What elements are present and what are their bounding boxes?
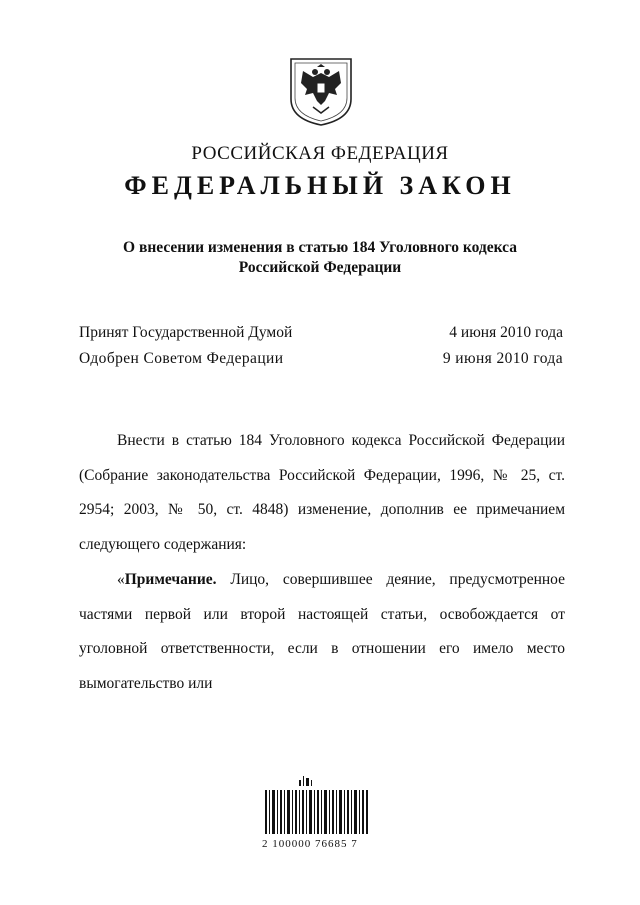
coat-of-arms-emblem bbox=[287, 55, 355, 127]
council-date: 9 июня 2010 года bbox=[442, 350, 563, 367]
body-paragraph-1: Внести в статью 184 Уголовного кодекса Российской Федерации (Собрание законодательства Российской Федерации, 1996, № 25, ст. 2954; 2003, № 50, ст. 4848) изменение, дополнив ее примечанием следующего содержания: bbox=[79, 432, 565, 553]
subject-line-1: О внесении изменения в статью 184 Уголовного кодекса bbox=[123, 239, 517, 256]
note-label: Примечание. bbox=[124, 571, 217, 588]
barcode-graphic bbox=[265, 770, 370, 840]
document-type-heading: ФЕДЕРАЛЬНЫЙ ЗАКОН bbox=[124, 171, 516, 200]
note-text: Лицо, совершившее деяние, предусмотренное частями первой или второй настоящей статьи, освобождается от уголовной ответственности, если в отношении его имело место вымогательство или bbox=[79, 571, 565, 692]
barcode-number: 2 100000 76685 7 bbox=[262, 838, 358, 850]
body-note-paragraph bbox=[79, 563, 565, 701]
duma-date: 4 июня 2010 года bbox=[449, 324, 563, 341]
duma-label: Принят Государственной Думой bbox=[79, 324, 293, 341]
subject-line-2: Российской Федерации bbox=[238, 259, 402, 276]
council-label: Одобрен Советом Федерации bbox=[79, 350, 284, 367]
quote-mark: « bbox=[117, 571, 125, 588]
country-heading: РОССИЙСКАЯ ФЕДЕРАЦИЯ bbox=[191, 143, 449, 164]
law-subject bbox=[0, 238, 640, 278]
